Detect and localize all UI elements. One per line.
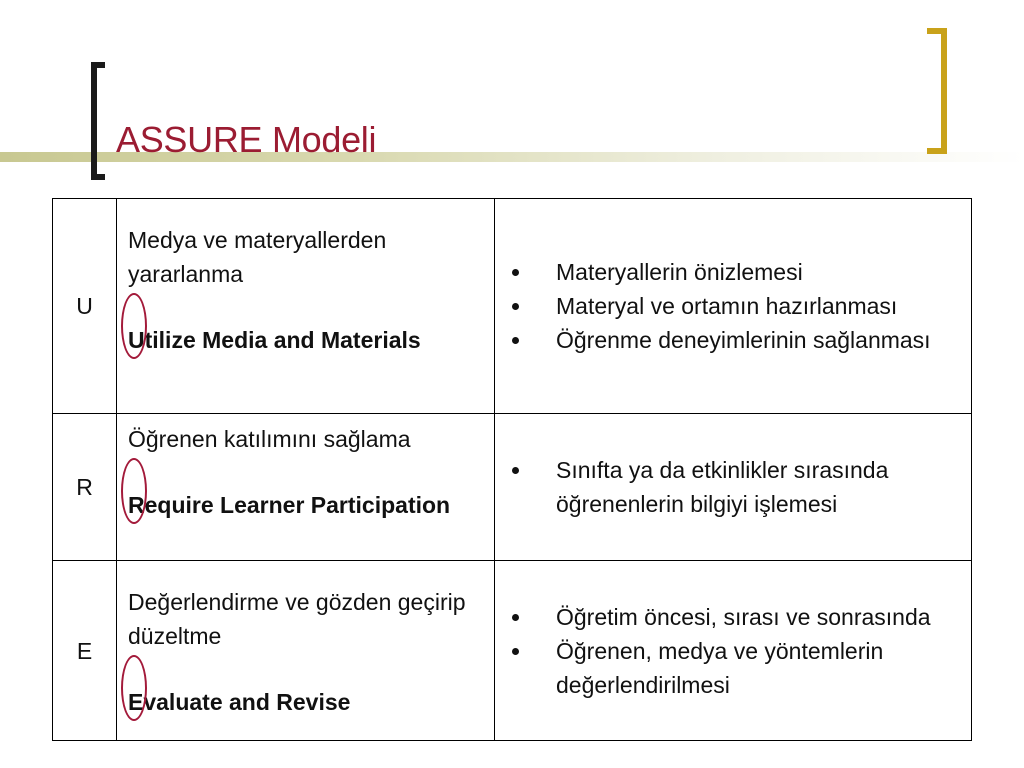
english-term [128,488,484,522]
row-letter: R [53,414,117,561]
slide-title: ASSURE Modeli [116,119,377,160]
bullet-icon [512,648,519,655]
turkish-term: Medya ve materyallerden yararlanma [128,227,387,287]
english-term-text: Evaluate and Revise [128,689,351,715]
bullet-icon [512,303,519,310]
list-item-text: Öğretim öncesi, sırası ve sonrasında [556,603,931,630]
right-bracket-decoration [927,28,947,154]
english-term-text: Utilize Media and Materials [128,327,421,353]
letter-highlight-circle [121,293,147,359]
english-term [128,685,484,719]
letter-highlight-circle [121,655,147,721]
turkish-term: Öğrenen katılımını sağlama [128,426,411,452]
row-description [117,199,495,414]
bullet-icon [512,269,519,276]
assure-table [52,198,972,741]
row-description [117,414,495,561]
english-term [128,323,484,357]
list-item [504,255,963,289]
turkish-term: Değerlendirme ve gözden geçirip düzeltme [128,589,466,649]
row-description [117,561,495,741]
list-item [504,289,963,323]
row-points [495,561,972,741]
bullet-list [504,255,963,357]
list-item-text: Öğrenme deneyimlerinin sağlanması [556,327,931,353]
bullet-list [504,453,963,521]
letter-highlight-circle [121,458,147,524]
english-term-text: Require Learner Participation [128,492,451,518]
list-item-text: Materyal ve ortamın hazırlanması [556,293,898,319]
bullet-icon [512,614,519,621]
row-letter: U [53,199,117,414]
row-points [495,199,972,414]
table-row-r [53,414,972,561]
table-row-e [53,561,972,741]
row-letter: E [53,561,117,741]
list-item-text: Sınıfta ya da etkinlikler sırasında öğrenenlerin bilgiyi işlemesi [556,457,889,517]
bullet-list [504,600,963,702]
list-item-text: Materyallerin önizlemesi [556,259,803,285]
bullet-icon [512,467,519,474]
list-item-text: Öğrenen, medya ve yöntemlerin değerlendirilmesi [556,637,884,698]
list-item [504,600,963,634]
table-row-u [53,199,972,414]
list-item [504,634,963,702]
left-bracket-decoration [91,62,105,180]
row-points [495,414,972,561]
bullet-icon [512,337,519,344]
list-item [504,453,963,521]
list-item [504,323,963,357]
